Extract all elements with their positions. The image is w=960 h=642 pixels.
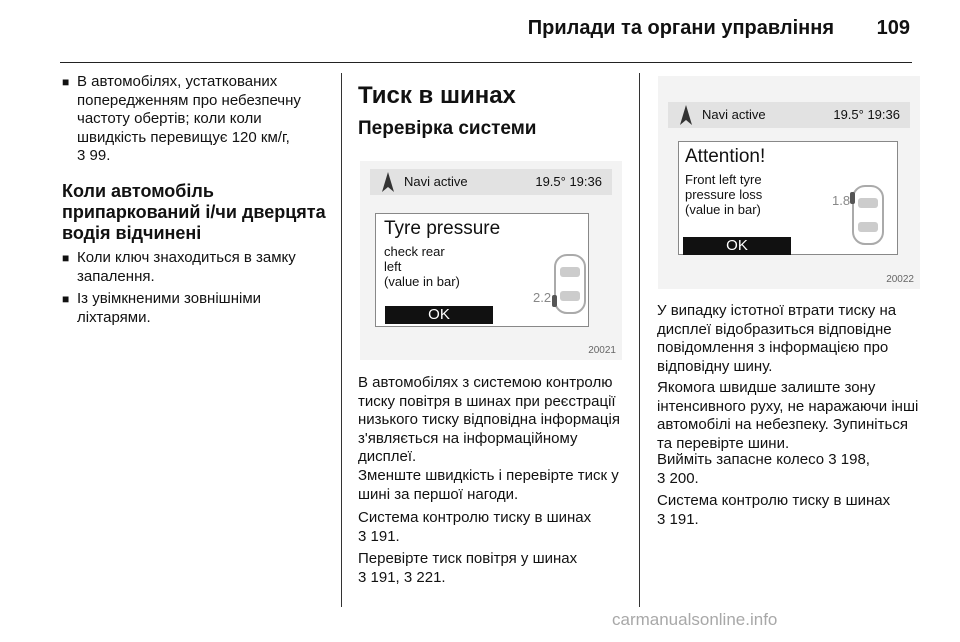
paragraph: Перевірте тиск повітря у шинах 3 191, 3 221. [358, 550, 578, 586]
navi-status: Navi active [404, 174, 468, 189]
paragraph: Система контролю тиску в шинах 3 191. [657, 492, 891, 528]
temperature-time: 19.5° 19:36 [535, 174, 602, 189]
navi-status: Navi active [702, 107, 766, 122]
paragraph: В автомобілях з системою контролю тиску повітря в шинах при реєстрації низького тиску відповідна інформація з'являється на інформаційному дисплеї. [358, 374, 620, 465]
subheading: Коли автомобіль припаркований і/чи дверцята водія відчинені [62, 181, 326, 243]
navigation-arrow-icon [382, 172, 394, 195]
display-figure-attention [658, 76, 920, 289]
pressure-value: 2.2 [533, 290, 552, 305]
page-reference: 3 191, 3 221. [358, 568, 446, 586]
paragraph: Якомога швидше залиште зону інтенсивного руху, не наражаючи інші автомобілі на небезпеку. Зупиніться та перевірте шини. [657, 379, 919, 452]
message-text: Front left tyre pressure loss (value in bar) [685, 172, 763, 217]
column-divider-2 [639, 73, 640, 607]
paragraph: Система контролю тиску в шинах 3 191. [358, 509, 592, 545]
page-reference: 3 191. [657, 510, 699, 528]
page-header [60, 0, 912, 63]
column-divider-1 [341, 73, 342, 607]
bullet-item [62, 73, 330, 166]
figure-number: 20022 [886, 274, 914, 285]
message-heading: Attention! [685, 146, 766, 167]
page-reference: 3 99. [77, 147, 111, 164]
car-top-view-icon [552, 253, 588, 320]
navigation-arrow-icon [680, 105, 692, 128]
page-reference: 3 191. [358, 527, 400, 545]
ok-button: OK [385, 306, 493, 324]
bullet-text: Із увімкненими зовнішніми ліхтарями. [77, 290, 262, 326]
section-title: Тиск в шинах [358, 82, 516, 109]
bullet-square-icon: ■ [62, 251, 70, 265]
ok-button: OK [683, 237, 791, 255]
car-top-view-icon [850, 184, 886, 251]
page-number: 109 [876, 17, 910, 39]
display-status-bar [370, 169, 612, 195]
message-heading: Tyre pressure [384, 218, 501, 239]
paragraph: Вийміть запасне колесо 3 198, 3 200. [657, 451, 870, 487]
figure-number: 20021 [588, 345, 616, 356]
pressure-value: 1.8 [832, 193, 851, 208]
message-text: check rear left (value in bar) [384, 244, 460, 289]
watermark: carmanualsonline.info [612, 610, 778, 629]
bullet-text: Коли ключ знаходиться в замку запалення. [77, 249, 296, 285]
page-title: Прилади та органи управління [527, 17, 834, 39]
temperature-time: 19.5° 19:36 [833, 107, 900, 122]
bullet-square-icon: ■ [62, 75, 70, 89]
bullet-square-icon: ■ [62, 292, 70, 306]
bullet-item [62, 249, 330, 286]
display-figure-tyre-pressure [360, 161, 622, 360]
bullet-text: В автомобілях, устаткованих попередженням про небезпечну частоту обертів; коли коли швидкість перевищує 120 км/г, [77, 73, 301, 146]
subsection-title: Перевірка системи [358, 118, 537, 139]
page-reference: 3 200. [657, 469, 699, 487]
display-status-bar [668, 102, 910, 128]
paragraph: Зменште швидкість і перевірте тиск у шині за першої нагоди. [358, 467, 619, 503]
paragraph: У випадку істотної втрати тиску на дисплеї відобразиться відповідне повідомлення з інформацією про відповідну шину. [657, 302, 897, 375]
bullet-item [62, 290, 330, 327]
